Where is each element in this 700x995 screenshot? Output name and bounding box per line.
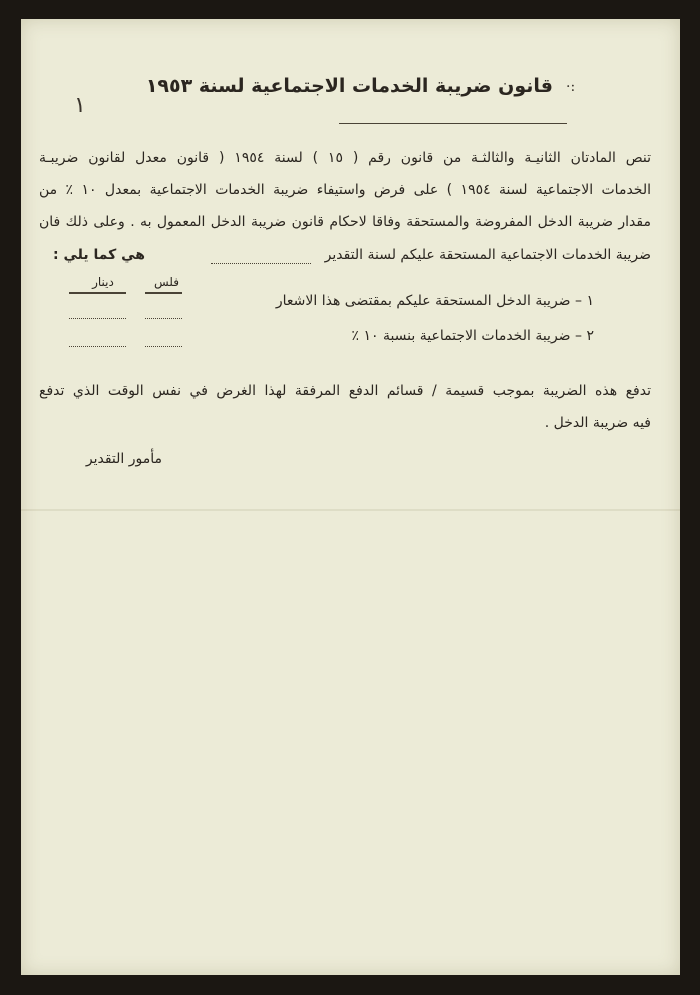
fils-header-line — [145, 292, 182, 294]
amount-suffix: هي كما يلي : — [52, 247, 145, 263]
corner-mark: ·: — [566, 79, 576, 95]
paragraph-line-1: تنص المادتان الثانيـة والثالثـة من قانون رقم ( ١٥ ) لسنة ١٩٥٤ ( قانون معدل لقانون ضريبـة — [39, 150, 651, 166]
payment-line-1: تدفع هذه الضريبة بموجب قسيمة / قسائم الدفع المرفقة لهذا الغرض في نفس الوقت الذي تدفع — [39, 383, 651, 399]
column-header-fils: فلس — [153, 275, 179, 289]
fold-crease — [21, 509, 680, 511]
assessor-signature-label: مأمور التقدير — [85, 451, 162, 467]
item-1-dinar-blank — [69, 318, 126, 319]
paragraph-line-3: مقدار ضريبة الدخل المفروضة والمستحقة وفاقا لاحكام قانون ضريبة الدخل المعمول به . وعلى ذلك فان — [39, 214, 651, 230]
item-2-dinar-blank — [69, 346, 126, 347]
item-social-services-tax: ٢ – ضريبة الخدمات الاجتماعية بنسبة ١٠ ٪ — [351, 328, 594, 344]
payment-line-2: فيه ضريبة الدخل . — [544, 415, 651, 431]
page-number-mark: ١ — [74, 93, 86, 118]
paragraph-line-4: ضريبة الخدمات الاجتماعية المستحقة عليكم لسنة التقدير — [324, 247, 651, 263]
item-1-fils-blank — [145, 318, 182, 319]
item-income-tax: ١ – ضريبة الدخل المستحقة عليكم بمقتضى هذا الاشعار — [275, 293, 594, 309]
document-page — [21, 19, 680, 975]
title-underline — [339, 123, 567, 124]
assessment-year-blank — [211, 263, 311, 264]
item-2-fils-blank — [145, 346, 182, 347]
dinar-header-line — [69, 292, 126, 294]
document-title: قانون ضريبة الخدمات الاجتماعية لسنة ١٩٥٣ — [145, 75, 553, 97]
column-header-dinar: دينار — [92, 275, 114, 289]
paragraph-line-2: الخدمات الاجتماعية لسنة ١٩٥٤ ) على فرض واستيفاء ضريبة الخدمات الاجتماعية بمعدل ١٠ ٪ من — [39, 182, 651, 198]
